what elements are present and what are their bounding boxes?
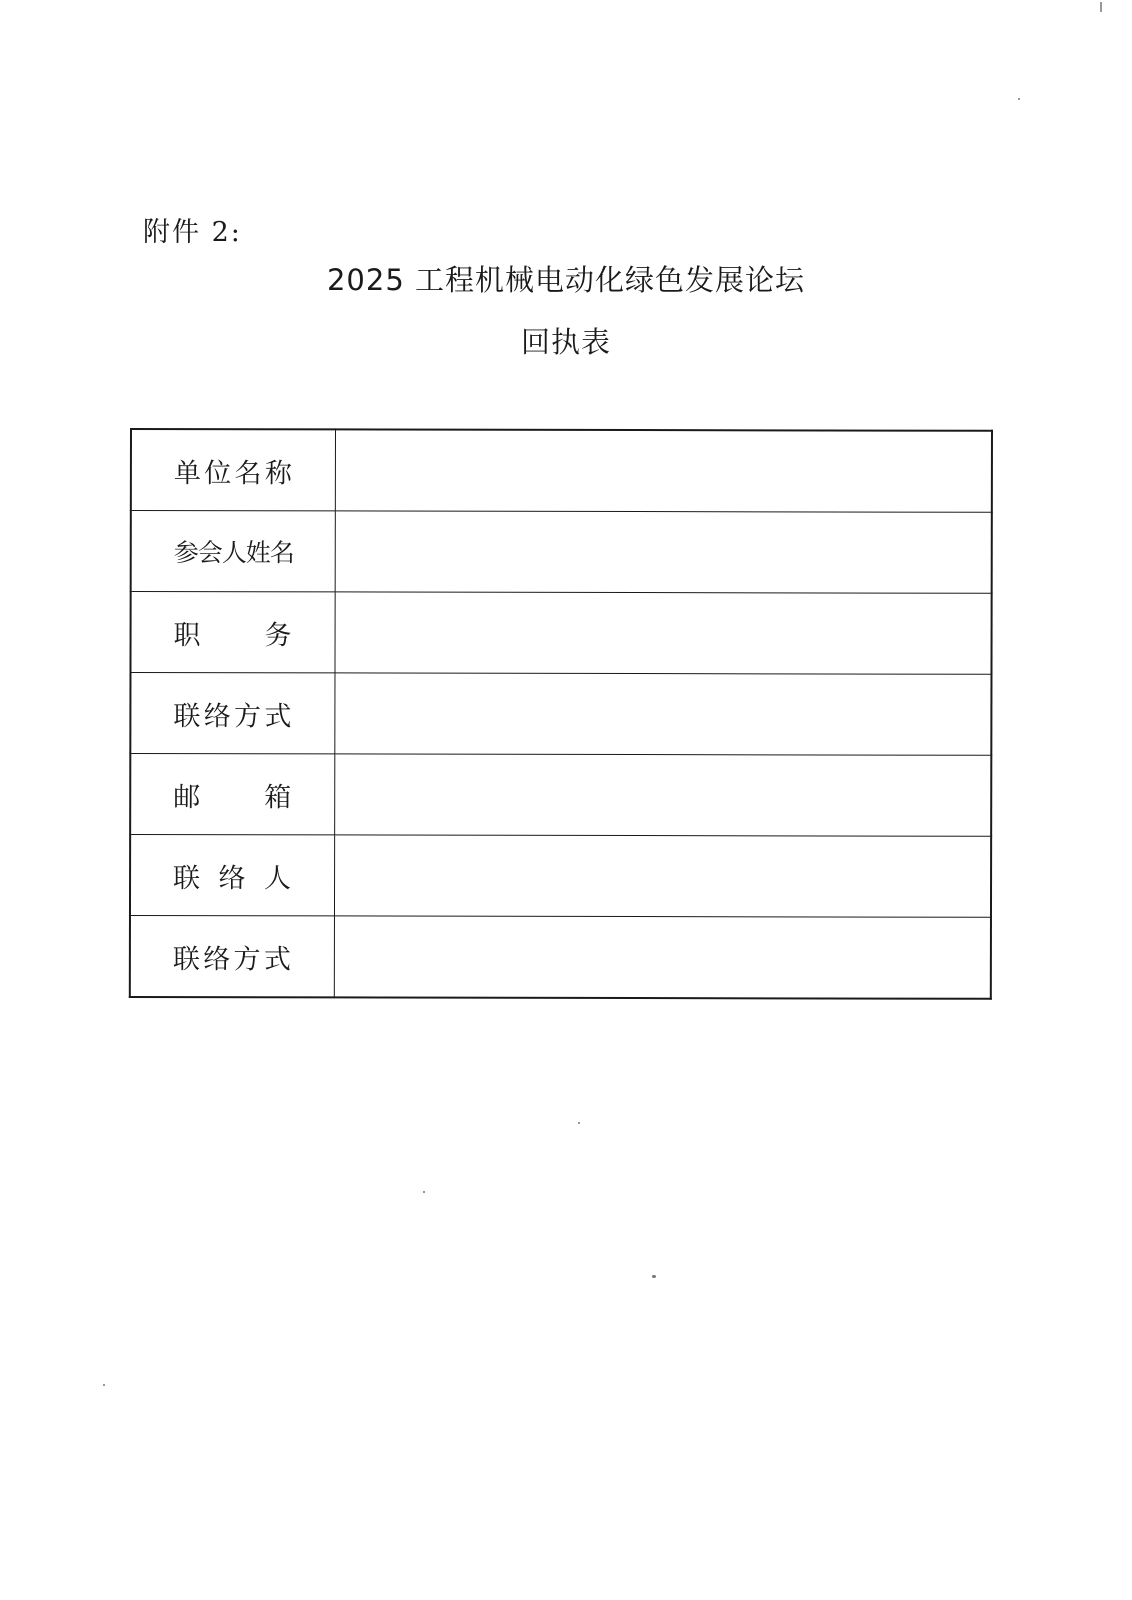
row-label-cell xyxy=(130,592,335,673)
row-label: 邮 箱 xyxy=(173,781,292,813)
table-row xyxy=(130,673,991,756)
row-label-cell xyxy=(130,754,335,835)
document-subtitle: 回执表 xyxy=(520,325,611,359)
row-label: 单 位 名 称 xyxy=(173,457,292,489)
document-title: 2025 工程机械电动化绿色发展论坛 xyxy=(326,263,806,297)
attachment-label: 附件 2: xyxy=(143,217,242,248)
contact-person-field[interactable] xyxy=(334,835,991,917)
email-field[interactable] xyxy=(335,754,992,836)
scan-speck xyxy=(423,1191,425,1193)
reply-form-table xyxy=(129,428,993,1000)
scan-speck xyxy=(652,1275,656,1278)
row-label-cell xyxy=(131,511,336,592)
row-label-cell xyxy=(130,673,335,754)
scan-speck xyxy=(103,1384,105,1386)
row-label-cell xyxy=(131,429,336,511)
contact-method-field-2[interactable] xyxy=(334,916,991,999)
row-label: 参会人姓名 xyxy=(173,538,294,568)
row-label-cell xyxy=(130,835,335,916)
row-label-cell xyxy=(130,916,335,998)
table-row xyxy=(130,916,991,999)
row-label: 联 络 人 xyxy=(173,862,292,894)
attendee-name-field[interactable] xyxy=(335,511,992,593)
table-row xyxy=(130,754,991,837)
table-row xyxy=(131,429,992,512)
table-row xyxy=(131,511,992,594)
row-label: 联 络 方 式 xyxy=(173,700,292,732)
table-row xyxy=(130,835,991,918)
table-row xyxy=(130,592,991,675)
contact-method-field[interactable] xyxy=(335,673,992,755)
row-label: 职 务 xyxy=(173,619,292,651)
scan-speck xyxy=(1018,98,1020,100)
scan-speck xyxy=(1100,2,1102,12)
scan-speck xyxy=(578,1122,580,1124)
position-field[interactable] xyxy=(335,592,992,674)
unit-name-field[interactable] xyxy=(335,429,992,512)
row-label: 联 络 方 式 xyxy=(172,943,291,975)
